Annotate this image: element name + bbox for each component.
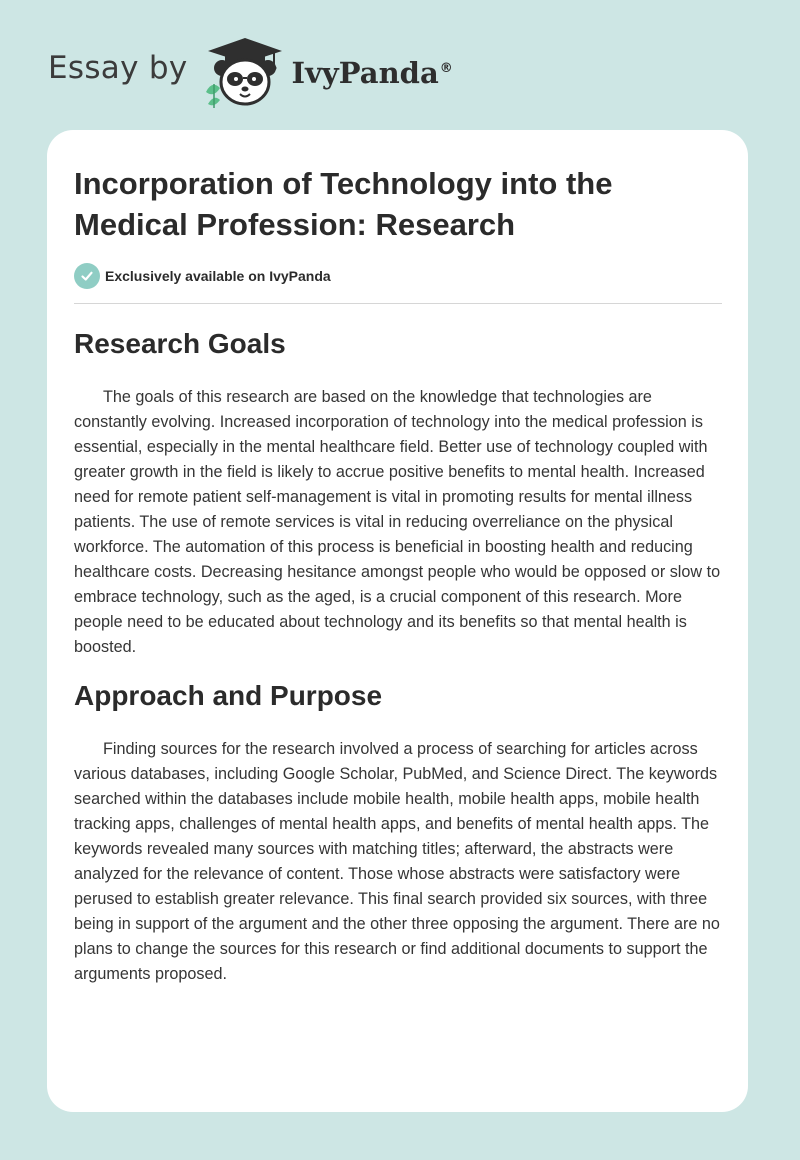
registered-mark: ®	[439, 61, 453, 77]
section-paragraph-approach-purpose: Finding sources for the research involved a process of searching for articles across various databases, including Google Scholar, PubMed, and Science Direct. The keywords searched within the databases include mobile health, mobile health apps, mobile health tracking apps, challenges of mental health apps, and benefits of mental health apps. The keywords revealed many sources with matching titles; afterward, the abstracts were analyzed for the relevance of content. Those whose abstracts were satisfactory were perused to establish greater relevance. This final search provided six sources, with three being in support of the argument and the other three opposing the argument. There are no plans to change the sources for this research or find additional documents to support the arguments proposed.	[74, 740, 720, 983]
exclusive-label: Exclusively available on IvyPanda	[105, 268, 331, 284]
title-divider	[74, 303, 722, 304]
section-heading-approach-purpose: Approach and Purpose	[74, 680, 383, 711]
page-title: Incorporation of Technology into the Medical Profession: Research	[74, 166, 613, 242]
essay-by-label: Essay by	[48, 50, 188, 86]
section-paragraph-research-goals: The goals of this research are based on the knowledge that technologies are constantly evolving. Increased incorporation of technology into the medical profession is essential, especially in the mental healthcare field. Better use of technology coupled with greater growth in the field is likely to accrue positive benefits to mental health. Increased need for remote patient self-management is vital in promoting results for mental illness patients. The use of remote services is vital in reducing overreliance on the physical workforce. The automation of this process is beneficial in boosting health and reducing healthcare costs. Decreasing hesitance amongst people who would be opposed or slow to embrace technology, such as the aged, is a crucial component of this research. More people need to be educated about technology and its benefits so that mental health is boosted.	[74, 388, 721, 656]
exclusive-badge	[74, 263, 331, 289]
section-heading-research-goals: Research Goals	[74, 328, 286, 359]
article-card	[47, 130, 748, 1112]
panda-graduate-logo	[202, 34, 288, 110]
brand-name: IvyPanda®	[291, 56, 453, 90]
site-header-brand[interactable]	[48, 34, 453, 110]
check-circle-icon	[74, 263, 100, 289]
